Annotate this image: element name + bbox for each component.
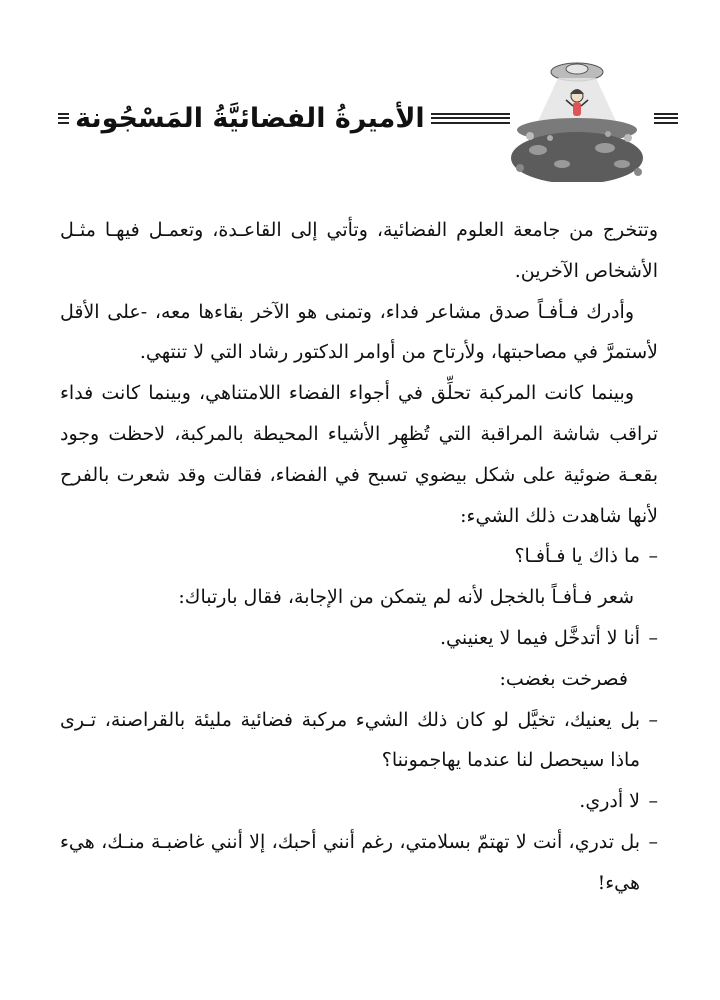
- chapter-title: الأميرةُ الفضائيَّةُ المَسْجُونة: [75, 102, 425, 134]
- dialog-dash: –: [648, 545, 658, 568]
- title-ornament-right: [654, 113, 678, 124]
- dialog-text: لا أدري.: [579, 790, 640, 813]
- story-text: [60, 210, 658, 904]
- paragraph-4: شعر فـأفـاً بالخجل لأنه لم يتمكن من الإجابة، فقال بارتباك:: [178, 586, 634, 609]
- dialog-line-4: [60, 781, 658, 822]
- dialog-line-3: [60, 700, 658, 782]
- dialog-text: بل يعنيك، تخيَّل لو كان ذلك الشيء مركبة فضائية مليئة بالقراصنة، تـرى ماذا سيحصل لنا عندما يهاجموننا؟: [60, 708, 640, 772]
- title-ornament-left: [58, 113, 69, 124]
- dialog-text: أنا لا أتدخَّل فيما لا يعنيني.: [439, 626, 640, 649]
- paragraph-5: فصرخت بغضب:: [499, 667, 628, 690]
- dialog-dash: –: [648, 830, 658, 853]
- dialog-line-5: [60, 822, 658, 904]
- dialog-dash: –: [648, 790, 658, 813]
- dialog-text: بل تدري، أنت لا تهتمّ بسلامتي، رغم أنني أحبك، إلا أنني غاضبـة منـك، هيء هيء!: [60, 830, 640, 894]
- chapter-header: [40, 60, 680, 190]
- dialog-line-1: [60, 536, 658, 577]
- dialog-text: ما ذاك يا فـأفـا؟: [514, 545, 640, 568]
- paragraph-2: وأدرك فـأفـاً صدق مشاعر فداء، وتمنى هو الآخر بقاءها معه، -على الأقل لأستمرَّ في مصاحبتها، ولأرتاح من أوامر الدكتور رشاد التي لا تنتهي.: [60, 300, 658, 364]
- paragraph-3: وبينما كانت المركبة تحلِّق في أجواء الفضاء اللامتناهي، وبينما كانت فداء تراقب شاشة المراقبة التي تُظهِر الأشياء المحيطة بالمركبة، لاحظت وجود بقعـة ضوئية على شكل بيضوي تسبح في الفضاء، فقالت وقد شعرت بالفرح لأنها شاهدت ذلك الشيء:: [60, 382, 658, 527]
- dialog-dash: –: [648, 708, 658, 731]
- ufo-princess-illustration: [510, 60, 645, 182]
- dialog-line-2: [60, 618, 658, 659]
- dialog-dash: –: [648, 626, 658, 649]
- paragraph-1: وتتخرج من جامعة العلوم الفضائية، وتأتي إلى القاعـدة، وتعمـل فيهـا مثـل الأشخاص الآخرين.: [60, 219, 658, 282]
